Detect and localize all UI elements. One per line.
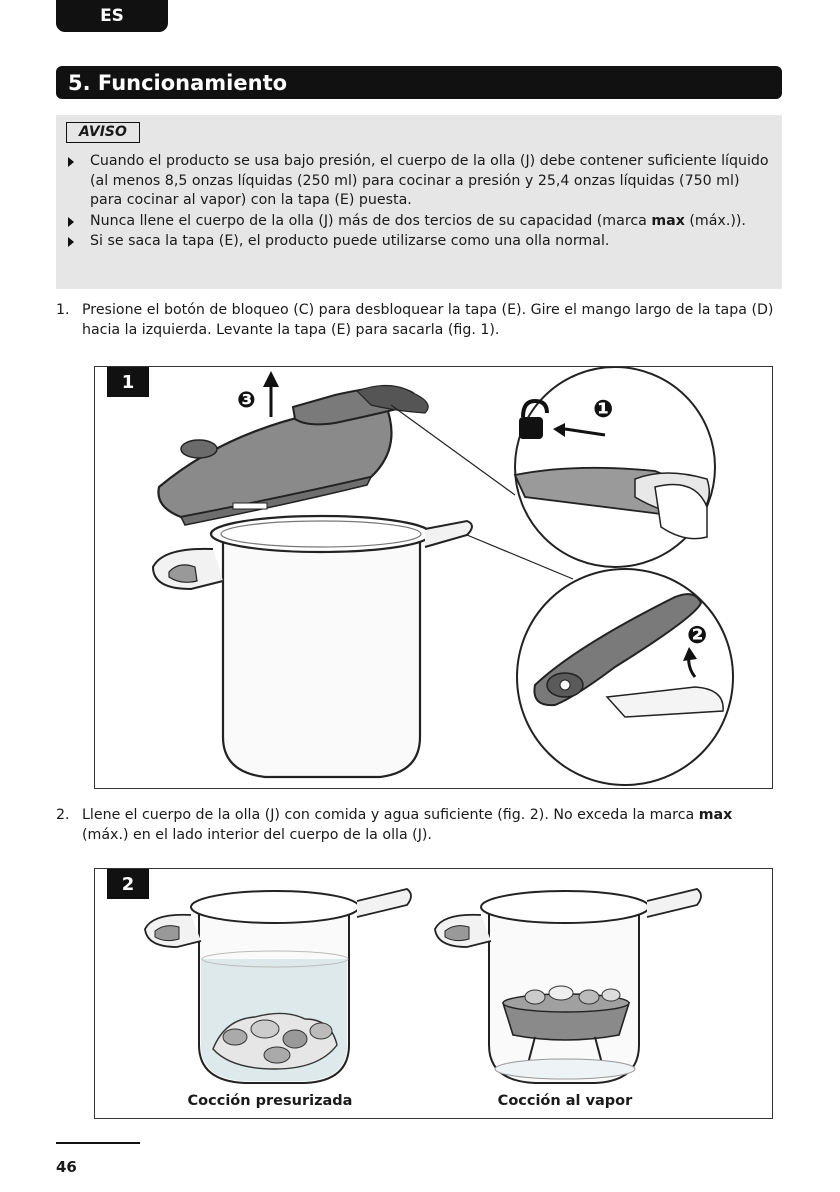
figure-1 bbox=[94, 366, 773, 789]
caption-steam: Cocción al vapor bbox=[497, 1093, 633, 1109]
pressure-cooking-pot bbox=[145, 889, 411, 1083]
notice-text: Si se saca la tapa (E), el producto puede utilizarse como una olla normal. bbox=[90, 233, 610, 249]
figure-number: 1 bbox=[107, 367, 149, 397]
step-text: Llene el cuerpo de la olla (J) con comida y agua suficiente (fig. 2). No exceda la marca max (máx.) en el lado interior del cuerpo de la olla (J). bbox=[82, 807, 733, 843]
notice-text: Cuando el producto se usa bajo presión, el cuerpo de la olla (J) debe contener suficiente líquido (al menos 8,5 onzas líquidas (250 ml) para cocinar a presión y 25,4 onzas líquidas (750 ml) para cocinar al vapor) con la tapa (E) puesta. bbox=[90, 153, 769, 208]
step-number: 1. bbox=[56, 302, 70, 318]
section-title: 5. Funcionamiento bbox=[68, 70, 288, 95]
step-marker-2: ❷ bbox=[687, 621, 708, 649]
figure-number: 2 bbox=[107, 869, 149, 899]
step-text: Presione el botón de bloqueo (C) para desbloquear la tapa (E). Gire el mango largo de la tapa (D) hacia la izquierda. Levante la tapa (E) para sacarla (fig. 1). bbox=[82, 302, 774, 338]
language-label: ES bbox=[100, 6, 124, 26]
page-number: 46 bbox=[56, 1158, 77, 1176]
notice-box bbox=[56, 115, 782, 289]
notice-list bbox=[66, 152, 772, 252]
section-header bbox=[56, 66, 782, 99]
caption-pressure: Cocción presurizada bbox=[187, 1093, 353, 1109]
figure-2 bbox=[94, 868, 773, 1119]
step-1 bbox=[56, 301, 782, 340]
notice-label: AVISO bbox=[66, 122, 140, 143]
lid-removal-illustration bbox=[95, 367, 773, 789]
notice-item bbox=[66, 232, 772, 252]
step-marker-1: ❶ bbox=[593, 395, 614, 423]
step-number: 2. bbox=[56, 807, 70, 823]
step-bold-text: max bbox=[698, 807, 733, 823]
notice-item bbox=[66, 212, 772, 232]
footer-rule bbox=[56, 1142, 140, 1144]
language-tab bbox=[56, 0, 168, 32]
fill-pot-illustration bbox=[95, 869, 773, 1119]
step-marker-3: ❸ bbox=[237, 388, 256, 413]
notice-bold-text: max bbox=[651, 212, 685, 229]
step-2 bbox=[56, 806, 782, 845]
notice-text: Nunca llene el cuerpo de la olla (J) más de dos tercios de su capacidad (marca bbox=[90, 212, 652, 229]
pot-body-shape bbox=[223, 537, 420, 777]
notice-item bbox=[66, 152, 772, 211]
notice-text: (máx.)). bbox=[684, 212, 746, 229]
steam-cooking-pot bbox=[435, 889, 701, 1083]
